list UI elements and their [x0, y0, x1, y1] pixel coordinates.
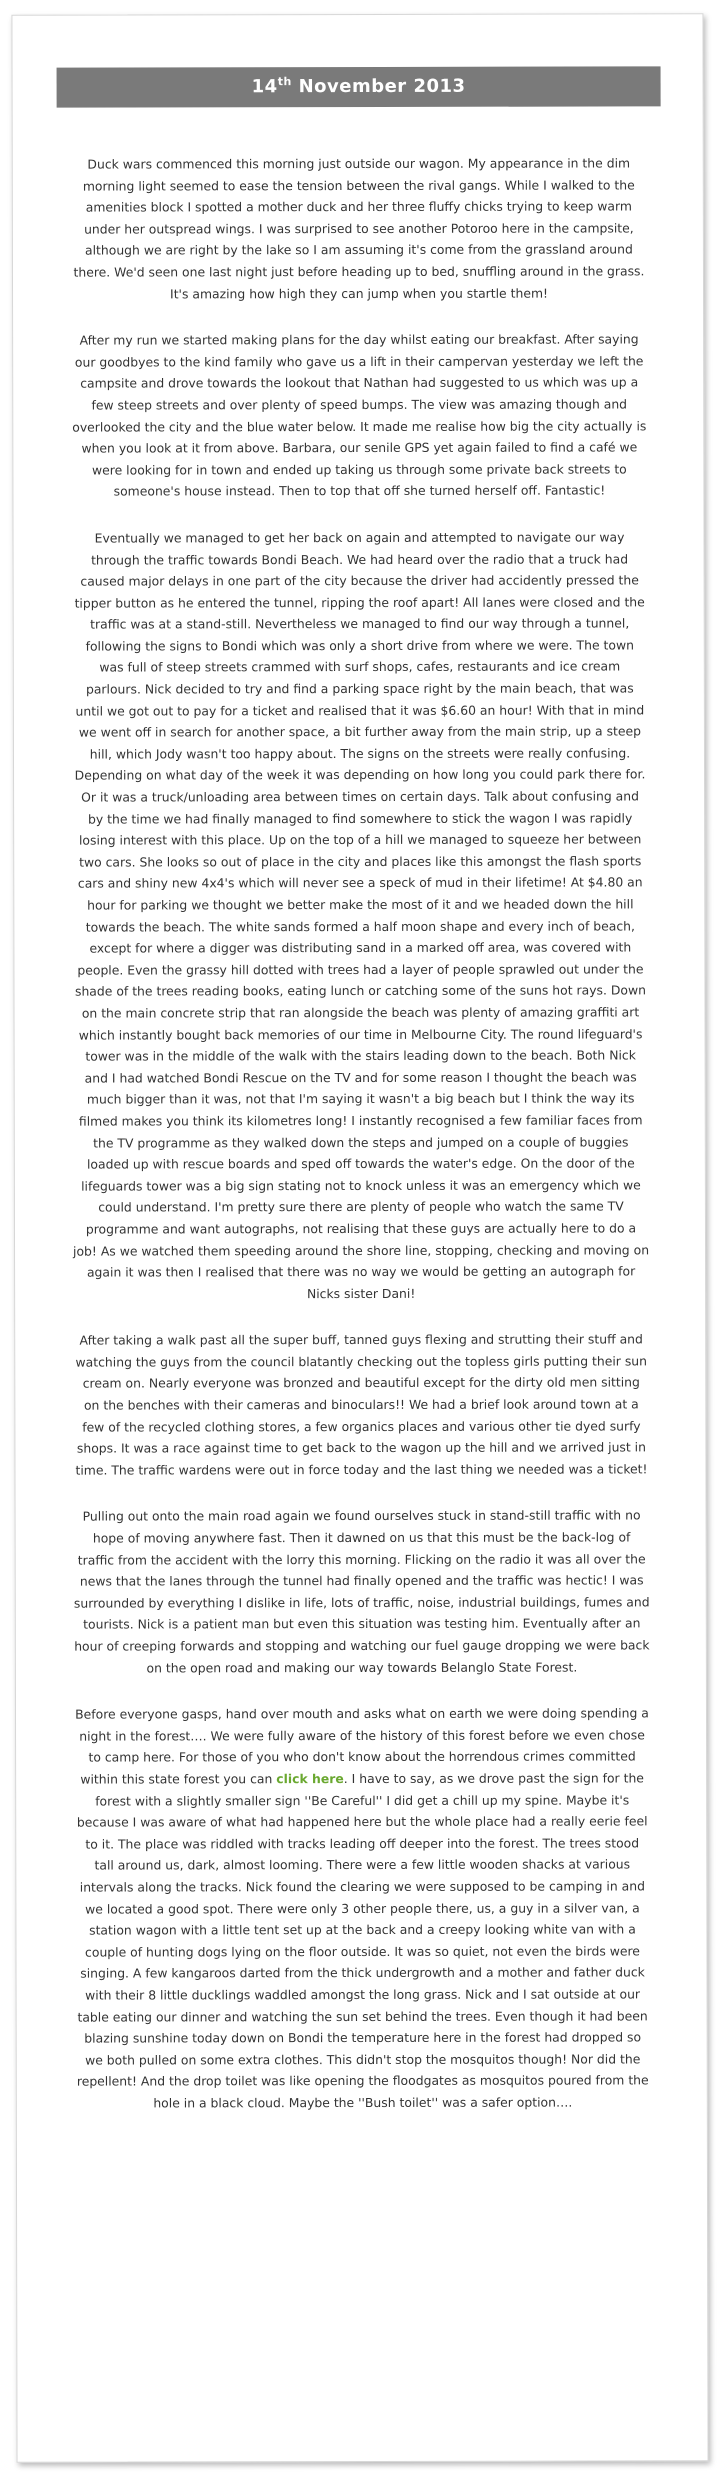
page-paper — [11, 13, 708, 2462]
date-month-year: November 2013 — [298, 75, 466, 98]
click-here-link[interactable]: click here — [276, 1771, 344, 1787]
paragraph-duck-wars: Duck wars commenced this morning just outside our wagon. My appearance in the dim morning light seemed to ease the tension between the rival gangs. While I walked to the amenities block I spotted a mother duck and her three fluffy chicks trying to keep warm under her outspread wings. I was surprised to see another Potoroo here in the campsite, although we are right by the lake so I am assuming it's come from the grassland around there. We'd seen one last night just before heading up to bed, snuffling around in the grass. It's amazing how high they can jump when you startle them! — [73, 155, 645, 301]
paragraph-traffic: Pulling out onto the main road again we found ourselves stuck in stand-still traffic with no hope of moving anywhere fast. Then it dawned on us that this must be the back-log of traffic from the accident with the lorry this morning. Flicking on the radio it was all over the news that the lanes through the tunnel had finally opened and the traffic was hectic! I was surrounded by everything I dislike in life, lots of traffic, noise, industrial buildings, fumes and tourists. Nick is a patient man but even this situation was testing him. Eventually after an hour of creeping forwards and stopping and watching our fuel gauge dropping we were back on the open road and making our way towards Belanglo State Forest. — [73, 1507, 650, 1676]
date-day-suffix: th — [277, 75, 292, 89]
paragraph-lookout: After my run we started making plans for the day whilst eating our breakfast. After saying our goodbyes to the kind family who gave us a lift in their campervan yesterday we left the campsite and drove towards the lookout that Nathan had suggested to us which was up a few steep streets and over plenty of speed bumps. The view was amazing though and overlooked the city and the blue water below. It made me realise how big the city actually is when you look at it from above. Barbara, our senile GPS yet again failed to find a café we were looking for in town and ended up taking us through some private back streets to someone's house instead. Then to top that off she turned herself off. Fantastic! — [72, 331, 647, 499]
paragraph-text-after-link: . I have to say, as we drove past the sign for the forest with a slightly smaller sign ''Be Careful'' I did get a chill up my spine. Maybe it's because I was aware of what had happened here but the whole place had a really eerie feel to it. The place was riddled with tracks leading off deeper into the forest. The trees stood tall around us, dark, almost looming. There were a few little wooden shacks at various intervals along the tracks. Nick found the clearing we were supposed to be camping in and we located a good spot. There were only 3 other people there, us, a guy in a silver van, a station wagon with a little tent set up at the back and a creepy looking white van with a couple of hunting dogs lying on the floor outside. It was so quiet, not even the birds were singing. A few kangaroos darted from the thick undergrowth and a mother and father duck with their 8 little ducklings waddled amongst the long grass. Nick and I sat outside at our table eating our dinner and watching the sun set behind the trees. Even though it had been blazing sunshine today down on Bondi the temperature here in the forest had dropped so we both pulled on some extra clothes. This didn't stop the mosquitos though! Nor did the repellent! And the drop toilet was like opening the floodgates as mosquitos poured from the hole in a black cloud. Maybe the ''Bush toilet'' was a safer option…. — [76, 1770, 649, 2111]
paragraph-town-walk: After taking a walk past all the super buff, tanned guys flexing and strutting their stuff and watching the guys from the council blatantly checking out the topless girls putting their sun cream on. Nearly everyone was bronzed and beautiful except for the dirty old men sitting on the benches with their cameras and binoculars!! We had a brief look around town at a few of the recycled clothing stores, a few organics places and various other tie dyed surfy shops. It was a race against time to get back to the wagon up the hill and we arrived just in time. The traffic wardens were out in force today and the last thing we needed was a ticket! — [75, 1331, 648, 1478]
paragraph-text-before-link: Before everyone gasps, hand over mouth and asks what on earth we were doing spending a night in the forest…. We were fully aware of the history of this forest before we even chose to camp here. For those of you who don't know about the horrendous crimes committed within this state forest you can — [75, 1705, 649, 1787]
date-heading — [57, 66, 661, 107]
paragraph-belanglo-forest — [74, 1703, 651, 2114]
journal-body — [71, 152, 651, 2139]
paragraph-bondi-beach: Eventually we managed to get her back on again and attempted to navigate our way through the traffic towards Bondi Beach. We had heard over the radio that a truck had caused major delays in one part of the city because the driver had accidently pressed the tipper button as he entered the tunnel, ripping the roof apart! All lanes were closed and the traffic was at a stand-still. Nevertheless we managed to find our way through a tunnel, following the signs to Bondi which was only a short drive from where we were. The town was full of steep streets crammed with surf shops, cafes, restaurants and ice cream parlours. Nick decided to try and find a parking space right by the main beach, that was until we got out to pay for a ticket and realised that it was $6.60 an hour! With that in mind we went off in search for another space, a bit further away from the main strip, up a steep hill, which Jody wasn't too happy about. The signs on the streets were really confusing. Depending on what day of the week it was depending on how long you could park there for. Or it was a truck/unloading area between times on certain days. Talk about confusing and by the time we had finally managed to find somewhere to stick the wagon I was rapidly losing interest with this place. Up on the top of a hill we managed to squeeze her between two cars. She looks so out of place in the city and places like this amongst the flash sports cars and shiny new 4x4's which will never see a speck of mud in their lifetime! At $4.80 an hour for parking we thought we better make the most of it and we headed down the hill towards the beach. The white sands formed a half moon shape and every inch of beach, except for where a digger was distributing sand in a marked off area, was covered with people. Even the grassy hill dotted with trees had a layer of people sprawled out under the shade of the trees reading books, eating lunch or catching some of the suns hot rays. Down on the main concrete strip that ran alongside the beach was plenty of amazing graffiti art which instantly bought back memories of our time in Melbourne City. The round lifeguard's tower was in the middle of the walk with the stairs leading down to the beach. Both Nick and I had watched Bondi Rescue on the TV and for some reason I thought the beach was much bigger than it was, not that I'm saying it wasn't a big beach but I think the way its filmed makes you think its kilometres long! I instantly recognised a few familiar faces from the TV programme as they walked down the steps and jumped on a couple of buggies loaded up with rescue boards and sped off towards the water's edge. On the door of the lifeguards tower was a big sign stating not to knock unless it was an emergency which we could understand. I'm pretty sure there are plenty of people who watch the same TV programme and want autographs, not realising that these guys are actually here to do a job! As we watched them speeding around the shore line, stopping, checking and moving on again it was then I realised that there was no way we would be getting an autograph for Nicks sister Dani! — [73, 529, 650, 1301]
date-day: 14 — [251, 76, 278, 98]
